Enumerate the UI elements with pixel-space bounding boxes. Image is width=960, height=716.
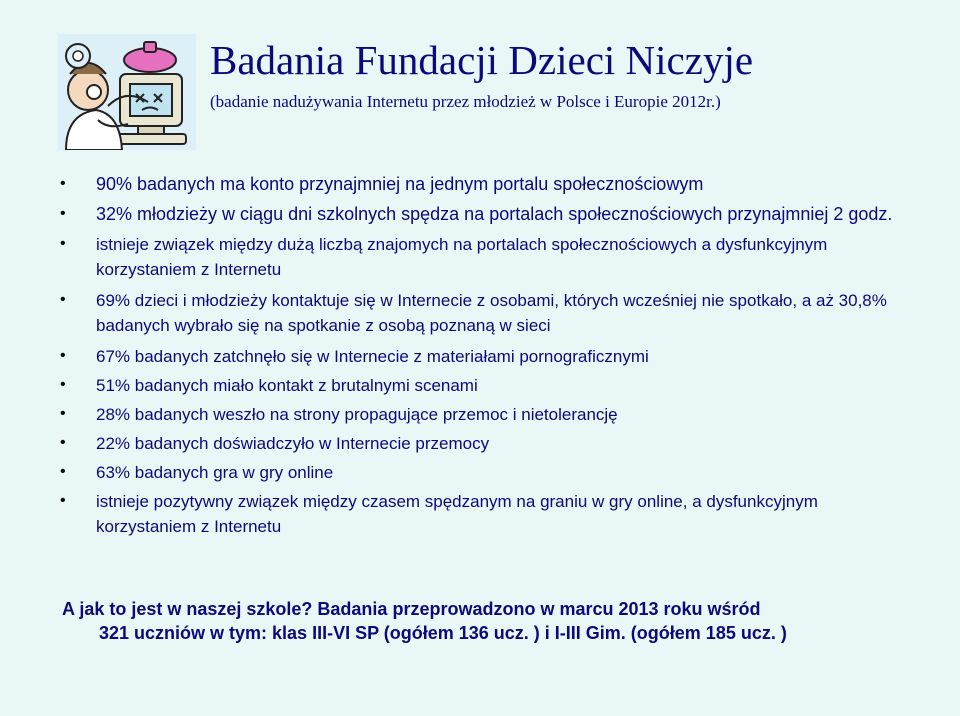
slide-subtitle: (badanie nadużywania Internetu przez młodzież w Polsce i Europie 2012r.) [210, 92, 721, 111]
list-item-text: istnieje pozytywny związek między czasem spędzanym na graniu w gry online, a dysfunkcyjnym korzystaniem z Internetu [96, 492, 818, 536]
list-item [60, 202, 920, 226]
list-item [60, 373, 920, 398]
list-item-text: 69% dzieci i młodzieży kontaktuje się w Internecie z osobami, których wcześniej nie spotkało, a aż 30,8% badanych wybrało się na spotkanie z osobą poznaną w sieci [96, 291, 887, 335]
list-item [60, 489, 920, 539]
list-item-text: 28% badanych weszło na strony propagujące przemoc i nietolerancję [96, 405, 618, 424]
list-item-text: 22% badanych doświadczyło w Internecie przemocy [96, 434, 490, 453]
school-summary-line-1: A jak to jest w naszej szkole? Badania przeprowadzono w marcu 2013 roku wśród [62, 599, 761, 619]
slide-title: Badania Fundacji Dzieci Niczyje [210, 37, 754, 83]
bullet-icon: • [60, 492, 66, 509]
list-item [60, 460, 920, 485]
school-summary [62, 597, 902, 645]
bullet-icon: • [60, 235, 66, 252]
bullet-icon: • [60, 463, 66, 480]
bullet-icon: • [60, 175, 66, 192]
doctor-computer-icon [58, 34, 196, 150]
bullet-icon: • [60, 205, 66, 222]
list-item [60, 402, 920, 427]
list-item-text: 32% młodzieży w ciągu dni szkolnych spędza na portalach społecznościowych przynajmniej 2 godz. [96, 204, 893, 224]
bullet-icon: • [60, 376, 66, 393]
bullet-icon: • [60, 405, 66, 422]
list-item-text: 67% badanych zatchnęło się w Internecie z materiałami pornograficznymi [96, 347, 649, 366]
list-item [60, 172, 920, 196]
list-item-text: 51% badanych miało kontakt z brutalnymi scenami [96, 376, 478, 395]
bullet-icon: • [60, 347, 66, 364]
list-item-text: istnieje związek między dużą liczbą znajomych na portalach społecznościowych a dysfunkcyjnym korzystaniem z Internetu [96, 235, 828, 279]
list-item-text: 63% badanych gra w gry online [96, 463, 334, 482]
list-item [60, 431, 920, 456]
bullet-icon: • [60, 434, 66, 451]
bullet-icon: • [60, 291, 66, 308]
list-item [60, 232, 920, 282]
findings-list [60, 172, 920, 543]
list-item [60, 288, 920, 338]
list-item-text: 90% badanych ma konto przynajmniej na jednym portalu społecznościowym [96, 174, 704, 194]
school-summary-line-2: 321 uczniów w tym: klas III-VI SP (ogółem 136 ucz. ) i I-III Gim. (ogółem 185 ucz. ) [99, 623, 787, 643]
list-item [60, 344, 920, 369]
